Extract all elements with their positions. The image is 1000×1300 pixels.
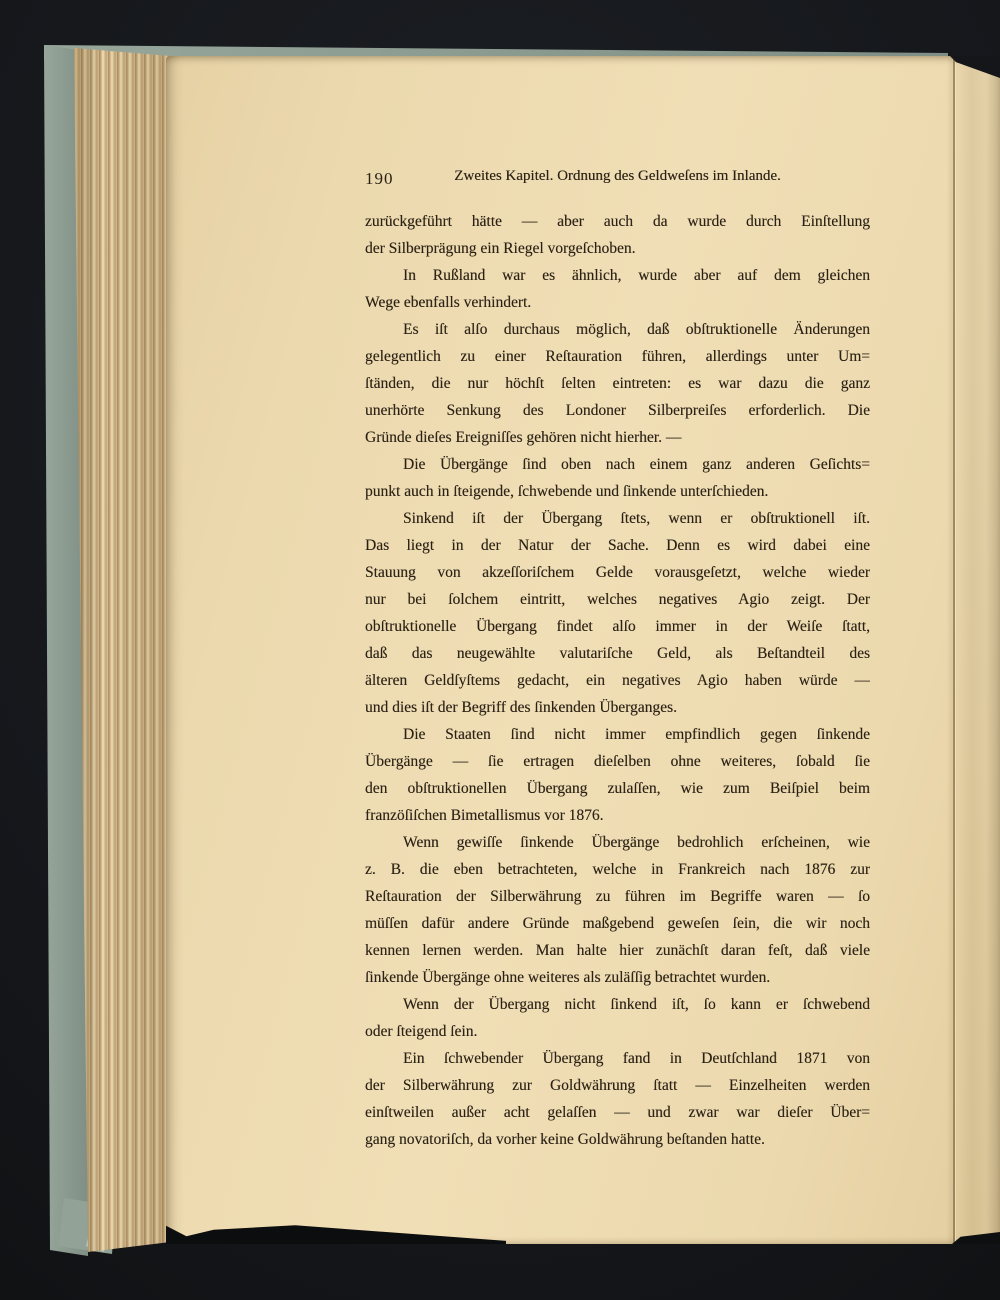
text-line: gelegentlich zu einer Reſtauration führen, allerdings unter Um=	[365, 348, 870, 365]
text-line: Das liegt in der Natur der Sache. Denn es wird dabei eine	[365, 537, 870, 554]
text-line: kennen lernen werden. Man halte hier zunächſt daran feſt, daß viele	[365, 942, 870, 959]
page-bottom-edge-shadow	[166, 1218, 506, 1244]
text-line: Übergänge — ſie ertragen dieſelben ohne weiteres, ſobald ſie	[365, 753, 870, 770]
text-line: z. B. die eben betrachteten, welche in Frankreich nach 1876 zur	[365, 861, 870, 878]
text-line: älteren Geldſyſtems gedacht, ein negatives Agio haben würde —	[365, 672, 870, 689]
text-block	[365, 208, 870, 1153]
text-line: Die Übergänge ſind oben nach einem ganz anderen Geſichts=	[403, 456, 870, 473]
text-line: ſinkende Übergänge ohne weiteres als zuläſſig betrachtet wurden.	[365, 969, 771, 986]
running-title: Zweites Kapitel. Ordnung des Geldweſens im Inlande.	[454, 168, 781, 184]
text-line: Ein ſchwebender Übergang fand in Deutſchland 1871 von	[403, 1050, 870, 1067]
text-line: Die Staaten ſind nicht immer empfindlich gegen ſinkende	[403, 726, 870, 743]
text-line: franzöſiſchen Bimetallismus vor 1876.	[365, 807, 604, 824]
text-line: und dies iſt der Begriff des ſinkenden Überganges.	[365, 699, 677, 716]
text-line: oder ſteigend ſein.	[365, 1023, 478, 1040]
text-line: der Silberwährung zur Goldwährung ſtatt — Einzelheiten werden	[365, 1077, 870, 1094]
text-line: Gründe dieſes Ereigniſſes gehören nicht hierher. —	[365, 429, 682, 446]
text-line: Reſtauration der Silberwährung zu führen im Begriffe waren — ſo	[365, 888, 870, 905]
text-line: gang novatoriſch, da vorher keine Goldwährung beſtanden hatte.	[365, 1131, 765, 1148]
text-line: Wenn gewiſſe ſinkende Übergänge bedrohlich erſcheinen, wie	[403, 834, 870, 851]
text-line: obſtruktionelle Übergang findet alſo immer in der Weiſe ſtatt,	[365, 618, 870, 635]
text-line: Stauung von akzeſſoriſchem Gelde vorausgeſetzt, welche wieder	[365, 564, 870, 581]
text-line: unerhörte Senkung des Londoner Silberpreiſes erforderlich. Die	[365, 402, 870, 419]
text-line: Wenn der Übergang nicht ſinkend iſt, ſo kann er ſchwebend	[403, 996, 870, 1013]
gutter-crease	[953, 56, 955, 1244]
text-line: zurückgeführt hätte — aber auch da wurde durch Einſtellung	[365, 213, 870, 230]
text-line: Sinkend iſt der Übergang ſtets, wenn er obſtruktionell iſt.	[403, 510, 870, 527]
text-line: punkt auch in ſteigende, ſchwebende und ſinkende unterſchieden.	[365, 483, 769, 500]
text-line: den obſtruktionellen Übergang zulaſſen, wie zum Beiſpiel beim	[365, 780, 870, 797]
book-page	[166, 56, 1000, 1244]
page-number: 190	[365, 169, 394, 188]
page-stack-shading	[74, 48, 170, 1252]
text-line: ſtänden, die nur höchſt ſelten eintreten: es war dazu die ganz	[365, 375, 870, 392]
text-line: der Silberprägung ein Riegel vorgeſchoben.	[365, 240, 636, 257]
text-line: müſſen dafür andere Gründe maßgebend geweſen ſein, die wir noch	[365, 915, 870, 932]
text-line: Es iſt alſo durchaus möglich, daß obſtruktionelle Änderungen	[403, 321, 870, 338]
text-line: nur bei ſolchem eintritt, welches negatives Agio zeigt. Der	[365, 591, 870, 608]
text-line: In Rußland war es ähnlich, wurde aber auf dem gleichen	[403, 267, 870, 284]
text-line: Wege ebenfalls verhindert.	[365, 294, 532, 311]
gutter-shading	[953, 56, 1000, 1244]
text-line: daß das neugewählte valutariſche Geld, als Beſtandteil des	[365, 645, 870, 662]
text-line: einſtweilen außer acht gelaſſen — und zwar war dieſer Über=	[365, 1104, 870, 1121]
page-header	[365, 168, 870, 192]
